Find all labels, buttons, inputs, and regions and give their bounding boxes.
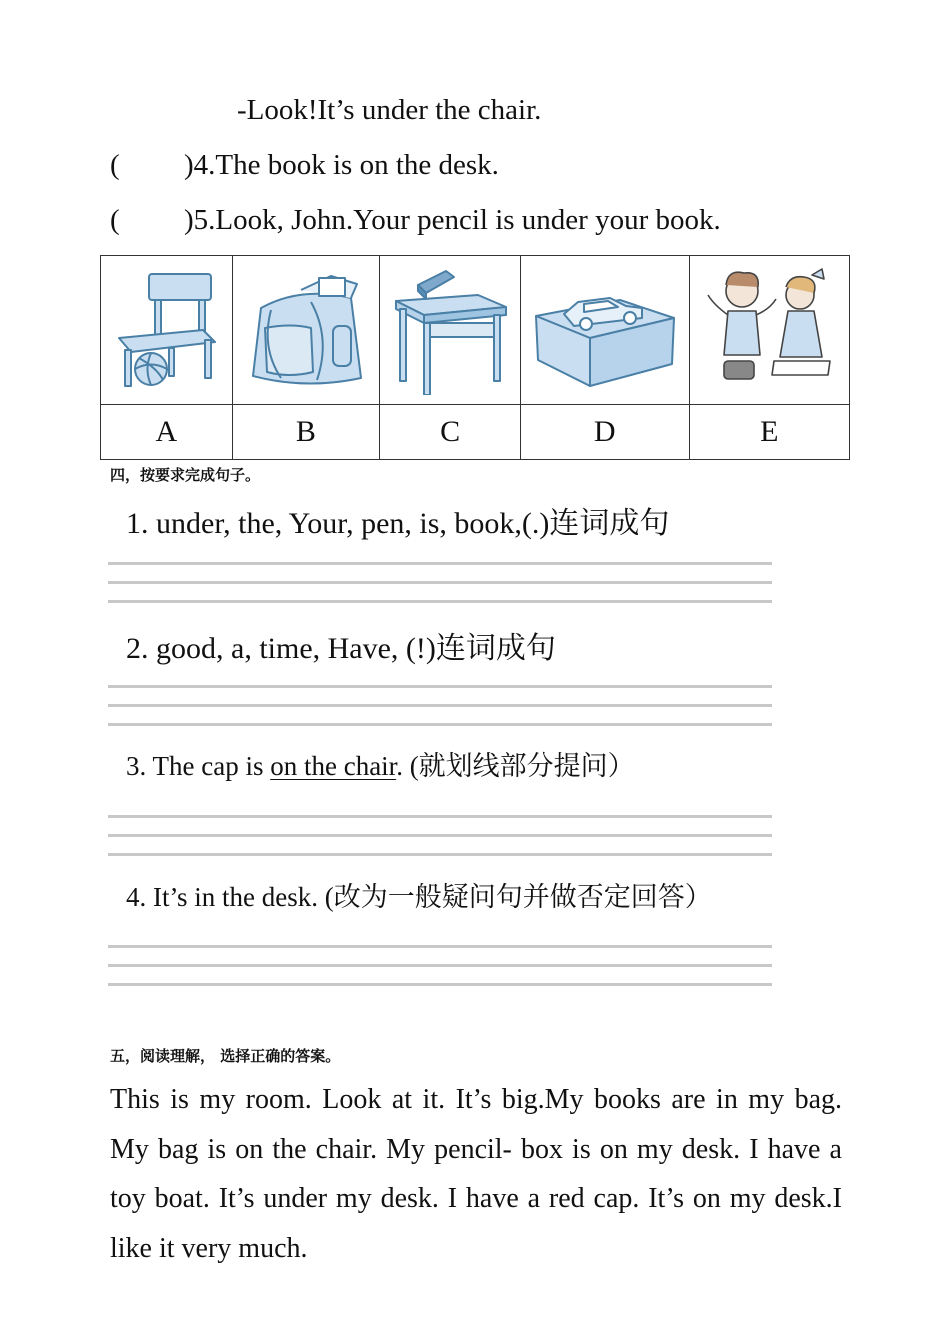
answer-lines-2[interactable] [108, 685, 772, 726]
picture-b-cell [232, 256, 380, 405]
picture-a-cell [101, 256, 233, 405]
boy-and-girl-icon [704, 265, 834, 395]
section-4-question-4: 4. It’s in the desk. (改为一般疑问句并做否定回答） [126, 882, 712, 912]
section-4-question-2: 2. good, a, time, Have, (!)连词成句 [126, 632, 556, 665]
answer-lines-4[interactable] [108, 945, 772, 986]
section-4-heading: 四，按要求完成句子。 [110, 466, 261, 484]
answer-lines-1[interactable] [108, 562, 772, 603]
chair-with-ball-icon [111, 268, 221, 393]
car-on-box-icon [530, 268, 680, 393]
section-4-question-1: 1. under, the, Your, pen, is, book,(.)连词成句 [126, 507, 670, 540]
question-4-text: )4.The book is on the desk. [184, 149, 499, 181]
previous-answer-line: -Look!It’s under the chair. [237, 94, 542, 126]
picture-c-cell [380, 256, 521, 405]
section-4-question-3 [126, 753, 635, 780]
picture-a-letter: A [101, 405, 233, 460]
picture-d-cell [520, 256, 689, 405]
question-3-text-start: 3. The cap is [126, 751, 271, 781]
desk-with-pencil-box-icon [388, 265, 513, 395]
question-5-text: )5.Look, John.Your pencil is under your book. [184, 204, 721, 236]
answer-lines-3[interactable] [108, 815, 772, 856]
picture-c-letter: C [380, 405, 521, 460]
question-4 [110, 151, 499, 180]
reading-passage: This is my room. Look at it. It’s big.My books are in my bag. My bag is on the chair. My pencil- box is on my desk. I have a toy boat. It’s under my desk. I have a red cap. It’s on my desk.I like it very much. [110, 1084, 842, 1264]
picture-b-letter: B [232, 405, 380, 460]
question-5 [110, 206, 721, 235]
answer-bracket[interactable]: ( [110, 149, 120, 181]
picture-table [100, 255, 850, 460]
picture-d-letter: D [520, 405, 689, 460]
schoolbag-icon [241, 268, 371, 393]
question-3-text-end: . (就划线部分提问） [396, 751, 635, 781]
section-5-heading: 五，阅读理解， 选择正确的答案。 [110, 1047, 341, 1065]
picture-e-letter: E [689, 405, 849, 460]
picture-e-cell [689, 256, 849, 405]
question-3-underlined-phrase: on the chair [270, 751, 397, 781]
answer-bracket[interactable]: ( [110, 204, 120, 236]
